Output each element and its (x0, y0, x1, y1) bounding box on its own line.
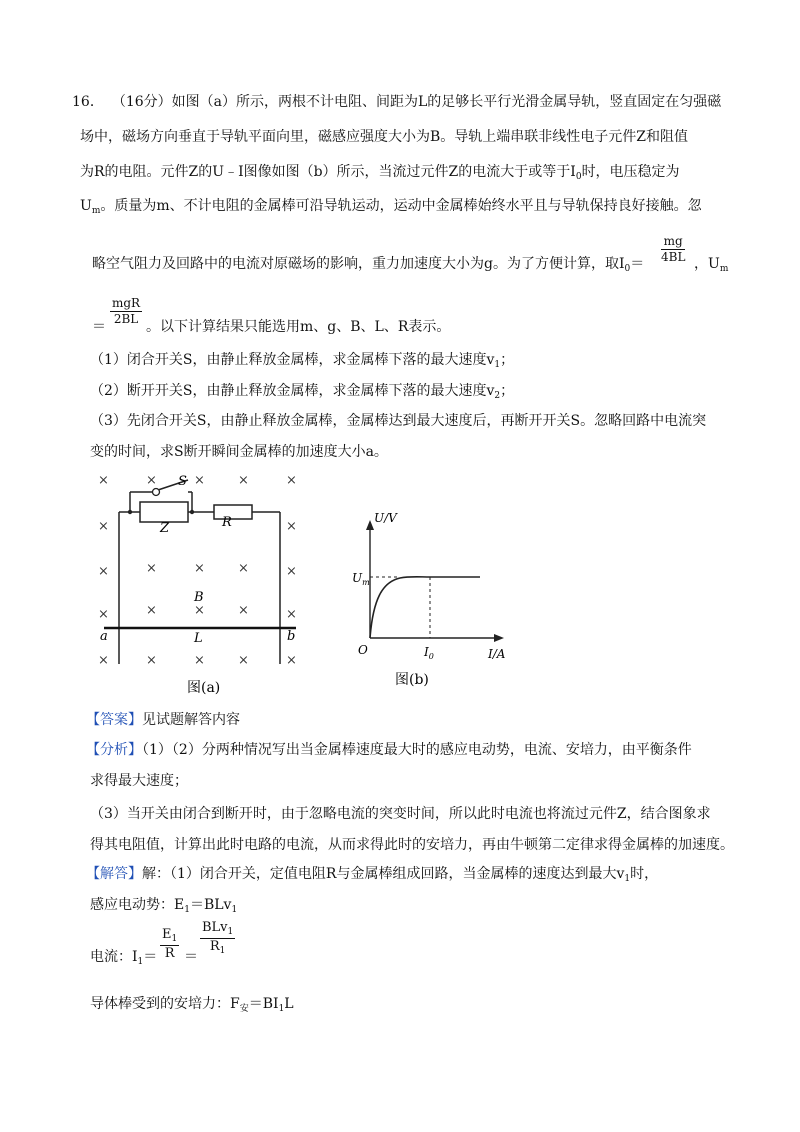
solution-current: 电流：$I_1=$ (90, 949, 158, 967)
analysis-line-2: 求得最大速度； (90, 773, 188, 789)
cross: × (98, 607, 109, 622)
sub-question-2: （2）断开开关S，由静止释放金属棒，求金属棒下落的最大速度$v_2$； (90, 383, 515, 401)
answer-tag: 【答案】 (86, 712, 142, 728)
cross: × (286, 607, 297, 622)
figure-a-circuit (90, 468, 320, 698)
cross: × (238, 561, 249, 576)
fraction-blv1-over-r1: BLv$_1$ $R_1$ (202, 920, 234, 956)
question-line-1: 16． （16分）如图（a）所示，两根不计电阻、间距为L的足够长平行光滑金属导轨，竖直固定在匀强磁 (72, 94, 722, 110)
origin-label: O (358, 643, 368, 657)
solution-current-eq: ＝ (184, 949, 198, 965)
answer-line: 【答案】见试题解答内容 (86, 712, 240, 728)
fraction-e1-over-r: $E_1$ R (162, 927, 178, 961)
analysis-line-3: （3）当开关由闭合到断开时，由于忽略电流的突变时间，所以此时电流也将流过元件Z，结合图象求 (90, 806, 711, 822)
fraction-i0: mg 4BL (661, 234, 686, 264)
label-r: R (222, 515, 232, 530)
axes (370, 524, 500, 638)
cross: × (98, 564, 109, 579)
resistor-r-box (214, 505, 252, 519)
cross: × (194, 473, 205, 488)
i0-label: $I_0$ (424, 645, 434, 661)
junction-right (190, 510, 194, 514)
cross: × (98, 653, 109, 668)
x-axis-arrow (494, 634, 504, 642)
cross: × (238, 603, 249, 618)
label-z: Z (160, 521, 170, 536)
solution-emf: 感应电动势：$E_1=BLv_1$ (90, 897, 238, 915)
cross: × (146, 561, 157, 576)
question-line-3: 为R的电阻。元件Z的U﹣I图像如图（b）所示，当流过元件Z的电流大于或等于$I_0$时，电压稳定为 (80, 164, 680, 182)
cross: × (286, 653, 297, 668)
figure-a-caption: 图(a) (187, 680, 221, 696)
question-number: 16． (72, 94, 104, 110)
solution-force: 导体棒受到的安培力：$F_安=BI_1L$ (90, 996, 294, 1014)
label-s: S (178, 474, 187, 489)
cross: × (238, 653, 249, 668)
u-i-curve (370, 577, 480, 638)
cross: × (146, 653, 157, 668)
label-l: L (194, 631, 203, 646)
y-axis-arrow (366, 520, 374, 530)
element-z-box (140, 502, 188, 522)
cross: × (286, 473, 297, 488)
sub-question-3-cont: 变的时间，求S断开瞬间金属棒的加速度大小a。 (90, 444, 388, 460)
cross: × (98, 519, 109, 534)
cross: × (286, 519, 297, 534)
sub-question-1: （1）闭合开关S，由静止释放金属棒，求金属棒下落的最大速度$v_1$； (90, 352, 515, 370)
label-b-end: b (287, 629, 296, 644)
x-axis-label: I/A (488, 647, 506, 661)
solution-tag: 【解答】 (86, 866, 142, 882)
cross: × (98, 473, 109, 488)
switch-pivot (153, 489, 160, 496)
sub-question-3: （3）先闭合开关S，由静止释放金属棒，金属棒达到最大速度后，再断开开关S。忽略回路中电流突 (90, 413, 707, 429)
cross: × (238, 473, 249, 488)
question-line-5-um: ，$U_m$ (694, 256, 729, 274)
question-line-4: $U_m$。质量为m、不计电阻的金属棒可沿导轨运动，运动中金属棒始终水平且与导轨保持良好接触。忽 (80, 198, 702, 216)
cross: × (194, 653, 205, 668)
cross: × (146, 473, 157, 488)
question-line-6b: 。以下计算结果只能选用m、g、B、L、R表示。 (146, 319, 451, 335)
cross: × (194, 561, 205, 576)
figure-b-caption: 图(b) (395, 672, 429, 688)
y-axis-label: U/V (374, 511, 397, 525)
fraction-um: mgR 2BL (112, 296, 141, 326)
label-b-field: B (194, 590, 204, 605)
junction-left (128, 510, 132, 514)
question-line-2: 场中，磁场方向垂直于导轨平面向里，磁感应强度大小为B。导轨上端串联非线性电子元件Z和阻值 (80, 129, 689, 145)
question-line-6a: ＝ (92, 319, 106, 335)
cross: × (286, 564, 297, 579)
um-label: $U_m$ (352, 571, 370, 587)
cross: × (146, 603, 157, 618)
analysis-tag: 【分析】 (86, 742, 142, 758)
analysis-line-1: 【分析】（1）（2）分两种情况写出当金属棒速度最大时的感应电动势，电流、安培力，由平衡条件 (86, 742, 692, 758)
analysis-line-4: 得其电阻值，计算出此时电路的电流，从而求得此时的安培力，再由牛顿第二定律求得金属棒的加速度。 (90, 837, 734, 853)
label-a: a (100, 629, 108, 644)
cross: × (194, 603, 205, 618)
question-line-5: 略空气阻力及回路中的电流对原磁场的影响，重力加速度大小为g。为了方便计算，取$I_0=$ (92, 256, 645, 274)
figure-b-graph (340, 500, 520, 700)
solution-line-1: 【解答】解：（1）闭合开关，定值电阻R与金属棒组成回路，当金属棒的速度达到最大$v_1$时， (86, 866, 659, 884)
